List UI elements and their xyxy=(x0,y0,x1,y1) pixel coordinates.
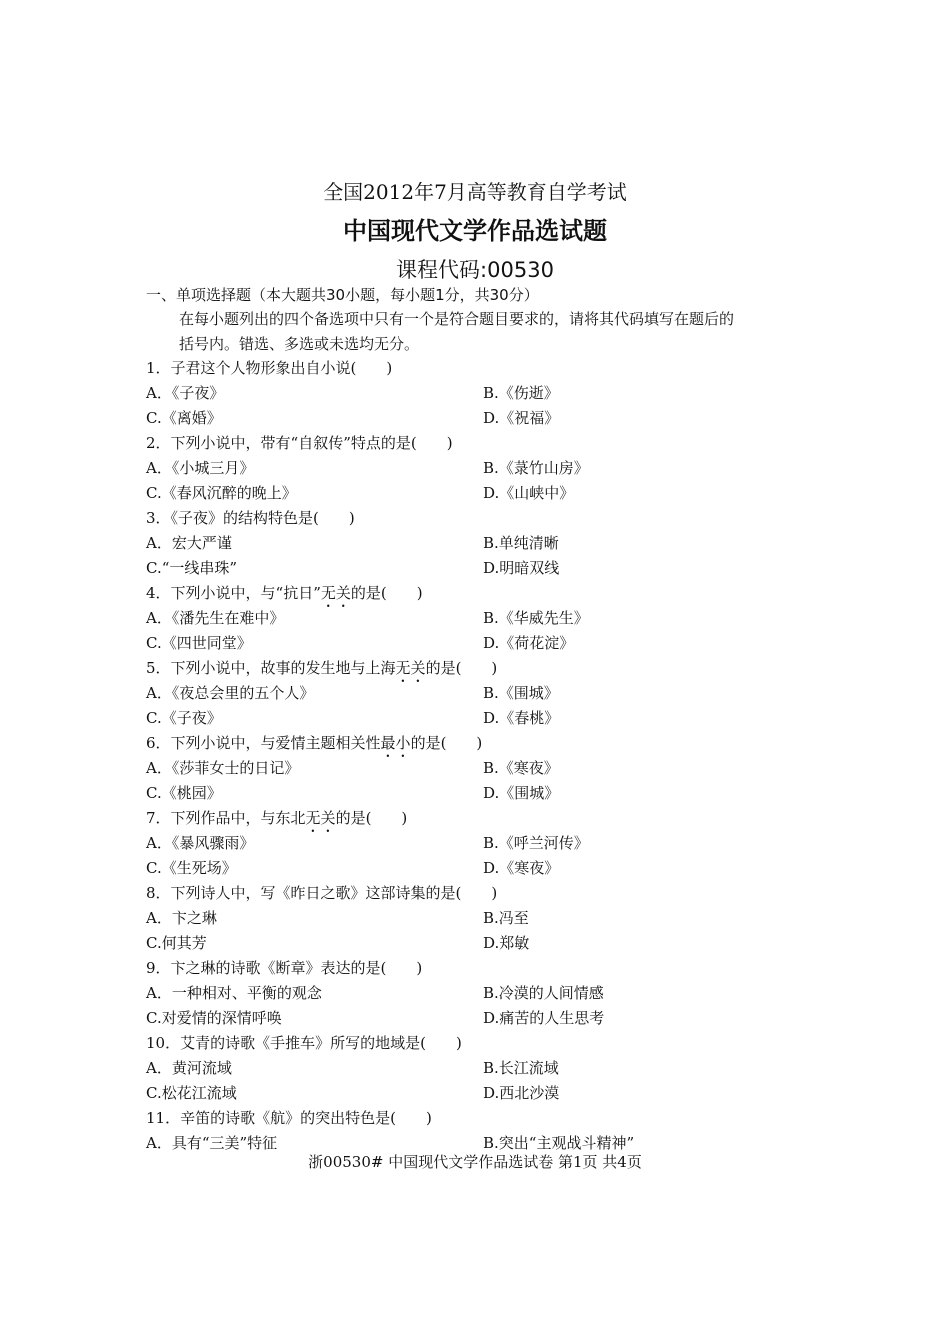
option-a: A．《莎菲女士的日记》 xyxy=(146,759,300,777)
emphasis-text: 最小 xyxy=(380,734,411,752)
option-d: D.《寒夜》 xyxy=(483,859,560,877)
option-c: C.对爱情的深情呼唤 xyxy=(146,1009,282,1027)
option-b: B.《华威先生》 xyxy=(483,609,589,627)
option-b: B.长江流域 xyxy=(483,1059,559,1077)
option-c: C.《四世同堂》 xyxy=(146,634,252,652)
option-d: D.《荷花淀》 xyxy=(483,634,575,652)
exam-line: 全国2012年7月高等教育自学考试 xyxy=(323,180,627,204)
option-c: C.《春风沉醉的晚上》 xyxy=(146,484,297,502)
option-d: D.明暗双线 xyxy=(483,559,560,577)
question-stem-text: 11．辛笛的诗歌《航》的突出特色是( ) xyxy=(146,1109,432,1127)
option-b: B.《围城》 xyxy=(483,684,559,702)
option-c: C.“一线串珠” xyxy=(146,559,238,577)
option-c: C.何其芳 xyxy=(146,934,207,952)
option-c: C.《桃园》 xyxy=(146,784,222,802)
question-stem-text: 8．下列诗人中，写《昨日之歌》这部诗集的是( ) xyxy=(146,884,498,902)
question-stem-text: 2．下列小说中，带有“自叙传”特点的是( ) xyxy=(146,434,453,452)
instruction-line-1: 在每小题列出的四个备选项中只有一个是符合题目要求的，请将其代码填写在题后的 xyxy=(179,310,735,328)
emphasis-text: 无关 xyxy=(320,584,351,602)
option-a: A．一种相对、平衡的观念 xyxy=(146,984,322,1002)
option-a: A．《子夜》 xyxy=(146,384,225,402)
option-b: B.冷漠的人间情感 xyxy=(483,984,604,1002)
option-c: C.《离婚》 xyxy=(146,409,222,427)
course-code: 课程代码:00530 xyxy=(396,258,554,282)
question-stem-text: 的是( ) xyxy=(425,659,498,677)
instruction-line-2: 括号内。错选、多选或未选均无分。 xyxy=(179,335,420,353)
option-a: A．黄河流域 xyxy=(146,1059,232,1077)
question-stem-text: 的是( ) xyxy=(335,809,408,827)
option-d: D.《祝福》 xyxy=(483,409,560,427)
option-c: C.《生死场》 xyxy=(146,859,237,877)
page-footer: 浙00530# 中国现代文学作品选试卷 第1页 共4页 xyxy=(308,1153,642,1171)
option-c: C.松花江流域 xyxy=(146,1084,237,1102)
question-stem-text: 3．《子夜》的结构特色是( ) xyxy=(146,509,355,527)
option-d: D.西北沙漠 xyxy=(483,1084,560,1102)
question-stem-text: 5．下列小说中，故事的发生地与上海 xyxy=(146,659,396,677)
option-d: D.郑敏 xyxy=(483,934,530,952)
option-b: B.《伤逝》 xyxy=(483,384,559,402)
question-stem-text: 1．子君这个人物形象出自小说( ) xyxy=(146,359,393,377)
question-stem-text: 4．下列小说中，与“抗日” xyxy=(146,584,321,602)
option-d: D.《围城》 xyxy=(483,784,560,802)
option-a: A．具有“三美”特征 xyxy=(146,1134,278,1152)
option-a: A．《潘先生在难中》 xyxy=(146,609,285,627)
option-d: D.痛苦的人生思考 xyxy=(483,1009,605,1027)
emphasis-text: 无关 xyxy=(395,659,426,677)
option-a: A．《暴风骤雨》 xyxy=(146,834,255,852)
option-c: C.《子夜》 xyxy=(146,709,222,727)
emphasis-text: 无关 xyxy=(305,809,336,827)
option-d: D.《山峡中》 xyxy=(483,484,575,502)
option-b: B.《呼兰河传》 xyxy=(483,834,589,852)
option-b: B.突出“主观战斗精神” xyxy=(483,1134,635,1152)
question-stem-text: 6．下列小说中，与爱情主题相关性 xyxy=(146,734,381,752)
option-a: A．卞之琳 xyxy=(146,909,217,927)
option-b: B.单纯清晰 xyxy=(483,534,559,552)
option-a: A．《小城三月》 xyxy=(146,459,255,477)
option-a: A．宏大严谨 xyxy=(146,534,232,552)
section-heading: 一、单项选择题（本大题共30小题，每小题1分，共30分） xyxy=(146,286,539,304)
option-d: D.《春桃》 xyxy=(483,709,560,727)
question-stem-text: 的是( ) xyxy=(410,734,483,752)
option-b: B.冯至 xyxy=(483,909,529,927)
question-stem-text: 的是( ) xyxy=(350,584,423,602)
option-b: B.《寒夜》 xyxy=(483,759,559,777)
option-a: A．《夜总会里的五个人》 xyxy=(146,684,315,702)
subject-title: 中国现代文学作品选试题 xyxy=(343,217,607,245)
question-stem-text: 9．卞之琳的诗歌《断章》表达的是( ) xyxy=(146,959,423,977)
question-stem-text: 10．艾青的诗歌《手推车》所写的地域是( ) xyxy=(146,1034,462,1052)
question-stem-text: 7．下列作品中，与东北 xyxy=(146,809,306,827)
option-b: B.《菉竹山房》 xyxy=(483,459,589,477)
